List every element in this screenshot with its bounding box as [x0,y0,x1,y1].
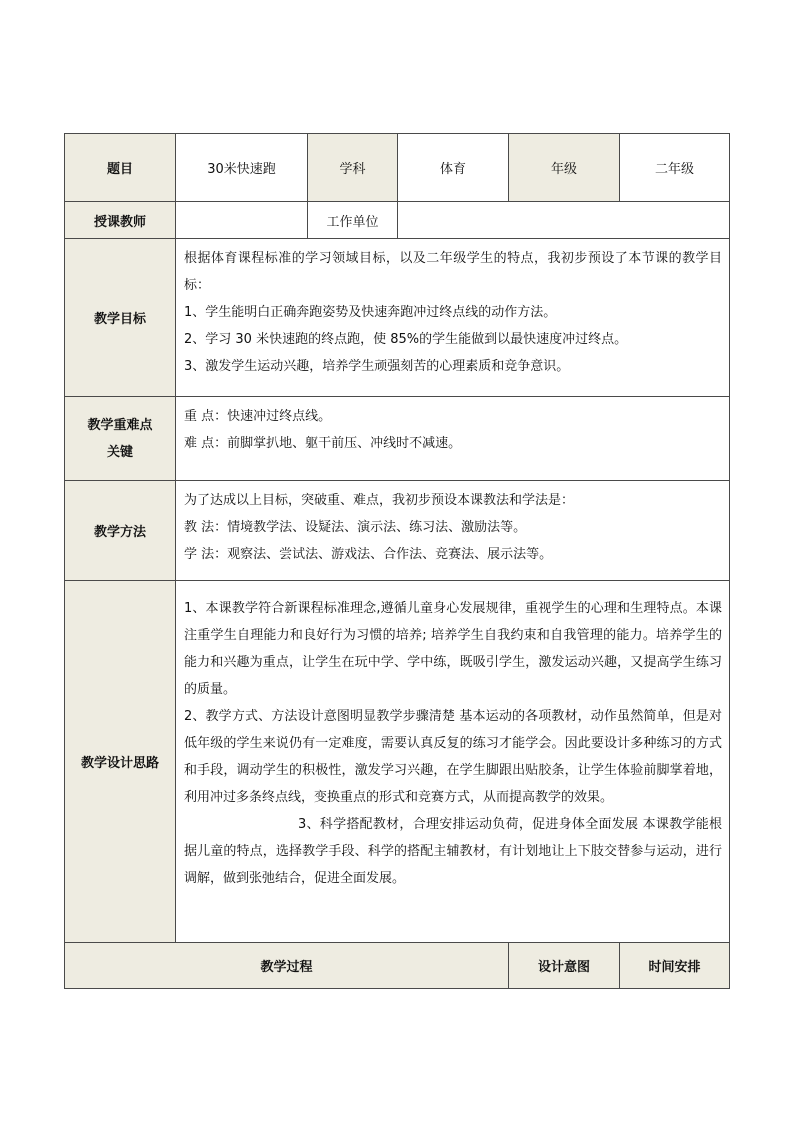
learning-methods-line: 学 法：观察法、尝试法、游戏法、合作法、竞赛法、展示法等。 [184,547,553,562]
workplace-label: 工作单位 [308,202,398,239]
objectives-label: 教学目标 [65,239,176,397]
topic-label: 题目 [65,134,176,202]
key-point-line: 重 点：快速冲过终点线。 [184,409,332,424]
objectives-row [65,239,730,397]
methods-row [65,481,730,581]
teacher-value [176,202,308,239]
methods-label: 教学方法 [65,481,176,581]
teacher-row [65,202,730,239]
grade-label: 年级 [509,134,620,202]
process-label: 教学过程 [65,943,509,989]
objective-item-2: 2、学习 30 米快速跑的终点跑，使 85%的学生能做到以最快速度冲过终点。 [184,332,628,347]
design-paragraph-1: 1、本课教学符合新课程标准理念,遵循儿童身心发展规律，重视学生的心理和生理特点。本课注重学生自理能力和良好行为习惯的培养; 培养学生自我约束和自我管理的能力。培养学生的能力和兴趣为重点，让学生在玩中学、学中练，既吸引学生，激发运动兴趣，又提高学生练习的质量。 [184,601,723,697]
grade-value: 二年级 [620,134,730,202]
subject-value: 体育 [398,134,509,202]
lesson-plan-table [64,133,730,989]
methods-content [176,481,730,581]
keypoints-label-line2: 关键 [106,444,133,460]
design-label: 教学设计思路 [65,581,176,943]
difficult-point-line: 难 点：前脚掌扒地、躯干前压、冲线时不减速。 [184,436,462,451]
header-row [65,134,730,202]
objectives-content [176,239,730,397]
keypoints-content [176,397,730,481]
objective-item-3: 3、激发学生运动兴趣，培养学生顽强刻苦的心理素质和竞争意识。 [184,359,570,374]
objective-item-1: 1、学生能明白正确奔跑姿势及快速奔跑冲过终点线的动作方法。 [184,305,557,320]
time-label: 时间安排 [620,943,730,989]
design-paragraph-2: 2、教学方式、方法设计意图明显教学步骤清楚 基本运动的各项教材，动作虽然简单，但是对低年级的学生来说仍有一定难度，需要认真反复的练习才能学会。因此要设计多种练习的方式和手段，调动学生的积极性，激发学习兴趣，在学生脚跟出贴胶条，让学生体验前脚掌着地，利用冲过多条终点线，变换重点的形式和竞赛方式，从而提高教学的效果。 [184,709,723,805]
keypoints-label-line1: 教学重难点 [87,417,153,433]
subject-label: 学科 [308,134,398,202]
objectives-intro: 根据体育课程标准的学习领域目标，以及二年级学生的特点，我初步预设了本节课的教学目标： [184,251,723,293]
methods-intro: 为了达成以上目标，突破重、难点，我初步预设本课教法和学法是： [184,493,575,508]
intent-label: 设计意图 [509,943,620,989]
design-content [176,581,730,943]
design-paragraph-3: 3、科学搭配教材，合理安排运动负荷，促进身体全面发展 本课教学能根据儿童的特点，选择教学手段、科学的搭配主辅教材，有计划地让上下肢交替参与运动，进行调解，做到张弛结合，促进全面发展。 [184,817,723,886]
keypoints-row [65,397,730,481]
keypoints-label [65,397,176,481]
workplace-value [398,202,730,239]
topic-value: 30米快速跑 [176,134,308,202]
teacher-label: 授课教师 [65,202,176,239]
process-header-row [65,943,730,989]
teaching-methods-line: 教 法：情境教学法、设疑法、演示法、练习法、激励法等。 [184,520,527,535]
design-row [65,581,730,943]
